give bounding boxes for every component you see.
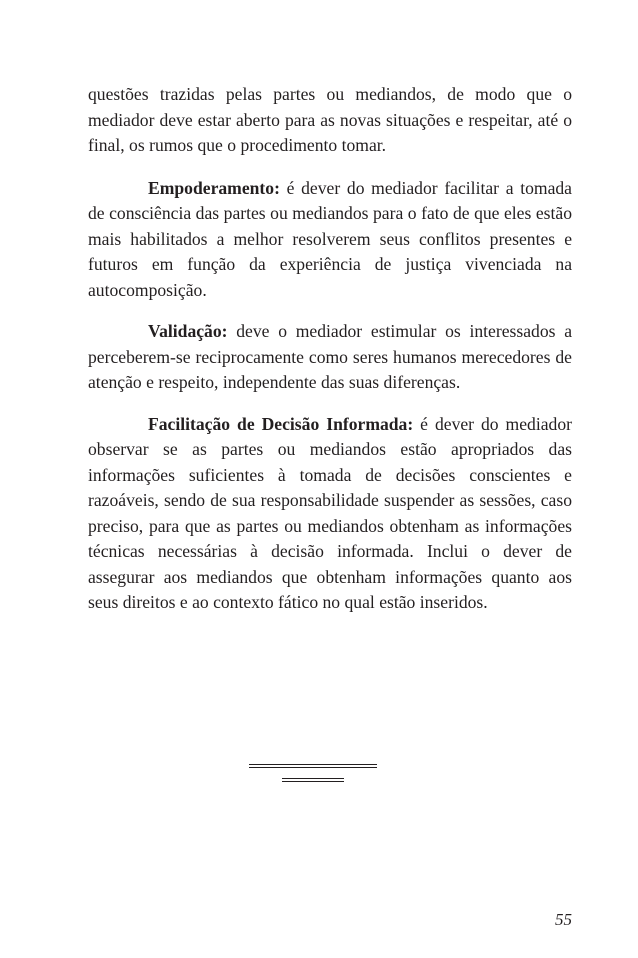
term-empoderamento: Empoderamento:	[148, 177, 280, 198]
page-number: 55	[555, 910, 572, 929]
paragraph-text: questões trazidas pelas partes ou mediandos, de modo que o mediador deve estar aberto para as novas situações e respeitar, até o final, os rumos que o procedimento tomar.	[88, 84, 572, 155]
paragraph-validacao	[88, 319, 572, 396]
paragraph-facilitacao	[88, 412, 572, 616]
ornament-rule-bottom	[282, 778, 344, 782]
term-validacao: Validação:	[148, 321, 228, 341]
term-facilitacao-decisao-informada: Facilitação de Decisão Informada:	[148, 413, 414, 434]
paragraph-text: é dever do mediador observar se as partes ou mediandos estão apropriados das informações suficientes à tomada de decisões conscientes e razoáveis, sendo de sua responsabilidade suspender as sessões, caso preciso, para que as partes ou mediandos obtenham as informações técnicas necessárias à decisão informada. Inclui o dever de assegurar aos mediandos que obtenham informações quanto aos seus direitos e ao contexto fático no qual estão inseridos.	[88, 413, 572, 612]
ornament-rule-top	[249, 764, 377, 768]
paragraph-empoderamento	[88, 176, 572, 304]
paragraph-text: é dever do mediador facilitar a tomada de consciência das partes ou mediandos para o fato de que eles estão mais habilitados a melhor resolverem seus conflitos presentes e futuros em função da experiência de justiça vivenciada na autocomposição.	[88, 177, 572, 300]
paragraph-text: deve o mediador estimular os interessados a perceberem-se reciprocamente como seres humanos merecedores de atenção e respeito, independente das suas diferenças.	[88, 321, 572, 392]
page-body	[88, 82, 572, 632]
paragraph-continuation	[88, 82, 572, 159]
